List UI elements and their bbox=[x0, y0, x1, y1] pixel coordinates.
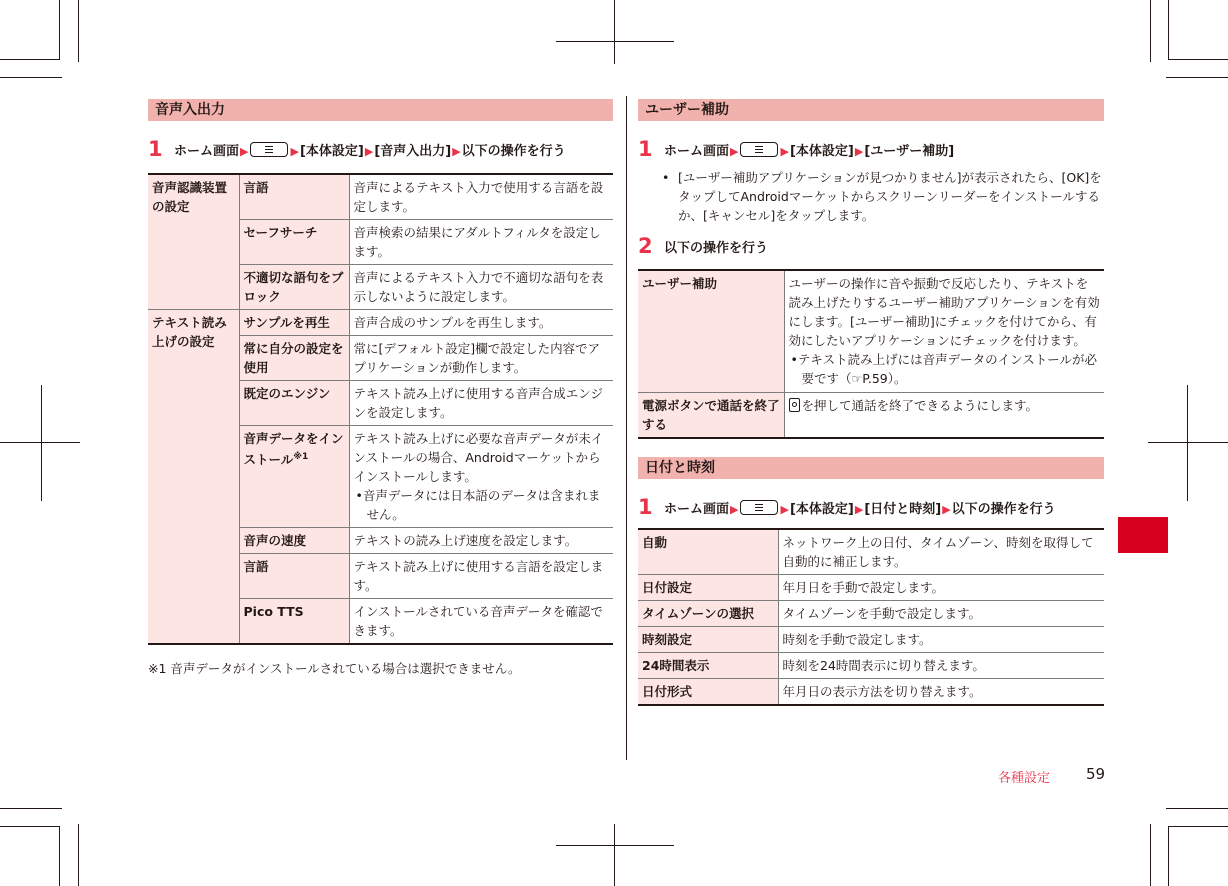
table-row bbox=[638, 529, 1104, 575]
row-label: 音声の速度 bbox=[239, 528, 349, 554]
row-label: タイムゾーンの選択 bbox=[638, 601, 778, 627]
bullet-note: •音声データには日本語のデータは含まれません。 bbox=[355, 488, 601, 522]
row-desc: を押して通話を終了できるようにします。 bbox=[784, 393, 1104, 439]
menu-key-icon bbox=[740, 500, 778, 515]
row-desc: インストールされている音声データを確認できます。 bbox=[349, 599, 613, 645]
footnote-ref: ※1 bbox=[293, 452, 309, 462]
group-label: テキスト読み上げの設定 bbox=[148, 310, 239, 645]
table-row bbox=[638, 393, 1104, 439]
section-title-accessibility: ユーザー補助 bbox=[638, 99, 1104, 121]
table-row bbox=[148, 174, 613, 220]
reference-icon: ☞ bbox=[851, 372, 863, 386]
row-label: サンプルを再生 bbox=[239, 310, 349, 336]
step-voice-io: 1 ホーム画面▶ ▶[本体設定]▶[音声入出力]▶以下の操作を行う bbox=[148, 137, 566, 161]
row-desc: テキスト読み上げに使用する音声合成エンジンを設定します。 bbox=[349, 381, 613, 426]
date-time-table bbox=[638, 528, 1104, 706]
row-label: 24時間表示 bbox=[638, 653, 778, 679]
row-desc: 音声合成のサンプルを再生します。 bbox=[349, 310, 613, 336]
table-row bbox=[638, 575, 1104, 601]
row-label: 言語 bbox=[239, 174, 349, 220]
row-label: セーフサーチ bbox=[239, 220, 349, 265]
row-label: 時刻設定 bbox=[638, 627, 778, 653]
right-column bbox=[638, 99, 1104, 706]
row-label: 既定のエンジン bbox=[239, 381, 349, 426]
row-desc: タイムゾーンを手動で設定します。 bbox=[778, 601, 1104, 627]
table-row bbox=[638, 270, 1104, 393]
power-key-icon bbox=[789, 398, 800, 412]
chapter-tab bbox=[1118, 517, 1168, 553]
row-desc: テキスト読み上げに必要な音声データが未インストールの場合、Androidマーケットからインストールします。 •音声データには日本語のデータは含まれません。 bbox=[349, 426, 613, 528]
step-bullet: • [ユーザー補助アプリケーションが見つかりません]が表示されたら、[OK]をタップしてAndroidマーケットからスクリーンリーダーをインストールするか、[キャンセル]をタップします。 bbox=[662, 170, 1102, 223]
row-desc: テキストの読み上げ速度を設定します。 bbox=[349, 528, 613, 554]
step-number: 1 bbox=[148, 137, 163, 161]
row-label: ユーザー補助 bbox=[638, 270, 784, 393]
table-row bbox=[638, 679, 1104, 706]
menu-key-icon bbox=[740, 142, 778, 157]
step-accessibility: 1 ホーム画面▶ ▶[本体設定]▶[ユーザー補助] bbox=[638, 137, 955, 161]
table-row bbox=[148, 310, 613, 336]
footnote: ※1 音声データがインストールされている場合は選択できません。 bbox=[148, 661, 521, 676]
bullet-note: •テキスト読み上げには音声データのインストールが必要です（☞P.59）。 bbox=[790, 352, 1098, 386]
section-title-date-time: 日付と時刻 bbox=[638, 457, 1104, 479]
row-desc: 時刻を24時間表示に切り替えます。 bbox=[778, 653, 1104, 679]
row-label: Pico TTS bbox=[239, 599, 349, 645]
step-date-time: 1 ホーム画面▶ ▶[本体設定]▶[日付と時刻]▶以下の操作を行う bbox=[638, 495, 1056, 519]
step-2: 2 以下の操作を行う bbox=[638, 234, 769, 258]
menu-key-icon bbox=[250, 142, 288, 157]
page-number: 59 bbox=[1086, 765, 1106, 783]
row-label: 電源ボタンで通話を終了する bbox=[638, 393, 784, 439]
group-label: 音声認識装置の設定 bbox=[148, 174, 239, 310]
section-title-voice-io: 音声入出力 bbox=[148, 99, 613, 121]
row-label: 自動 bbox=[638, 529, 778, 575]
bullet-dot: • bbox=[662, 170, 670, 185]
row-desc: 常に[デフォルト設定]欄で設定した内容でアプリケーションが動作します。 bbox=[349, 336, 613, 381]
accessibility-table bbox=[638, 269, 1104, 439]
step-number: 1 bbox=[638, 495, 653, 519]
row-label: 音声データをインストール$^{※1}$ bbox=[239, 426, 349, 528]
row-label: 言語 bbox=[239, 554, 349, 599]
step-number: 1 bbox=[638, 137, 653, 161]
row-desc: 音声検索の結果にアダルトフィルタを設定します。 bbox=[349, 220, 613, 265]
row-desc: 年月日を手動で設定します。 bbox=[778, 575, 1104, 601]
chapter-name: 各種設定 bbox=[998, 771, 1051, 786]
table-row bbox=[638, 601, 1104, 627]
step-number: 2 bbox=[638, 234, 653, 258]
table-row bbox=[638, 627, 1104, 653]
voice-settings-table bbox=[148, 173, 613, 645]
row-desc: 音声によるテキスト入力で使用する言語を設定します。 bbox=[349, 174, 613, 220]
table-row bbox=[638, 653, 1104, 679]
row-label: 日付設定 bbox=[638, 575, 778, 601]
row-desc: ネットワーク上の日付、タイムゾーン、時刻を取得して自動的に補正します。 bbox=[778, 529, 1104, 575]
column-divider bbox=[626, 96, 627, 760]
row-desc: ユーザーの操作に音や振動で反応したり、テキストを読み上げたりするユーザー補助アプリケーションを有効にします。[ユーザー補助]にチェックを付けてから、有効にしたいアプリケーションにチェックを付けます。 •テキスト読み上げには音声データのインストールが必要です（☞P.59）。 bbox=[784, 270, 1104, 393]
row-desc: 時刻を手動で設定します。 bbox=[778, 627, 1104, 653]
row-desc: テキスト読み上げに使用する言語を設定します。 bbox=[349, 554, 613, 599]
left-column bbox=[148, 99, 613, 677]
row-desc: 音声によるテキスト入力で不適切な語句を表示しないように設定します。 bbox=[349, 265, 613, 310]
row-label: 不適切な語句をブロック bbox=[239, 265, 349, 310]
row-label: 常に自分の設定を使用 bbox=[239, 336, 349, 381]
row-desc: 年月日の表示方法を切り替えます。 bbox=[778, 679, 1104, 706]
row-label: 日付形式 bbox=[638, 679, 778, 706]
